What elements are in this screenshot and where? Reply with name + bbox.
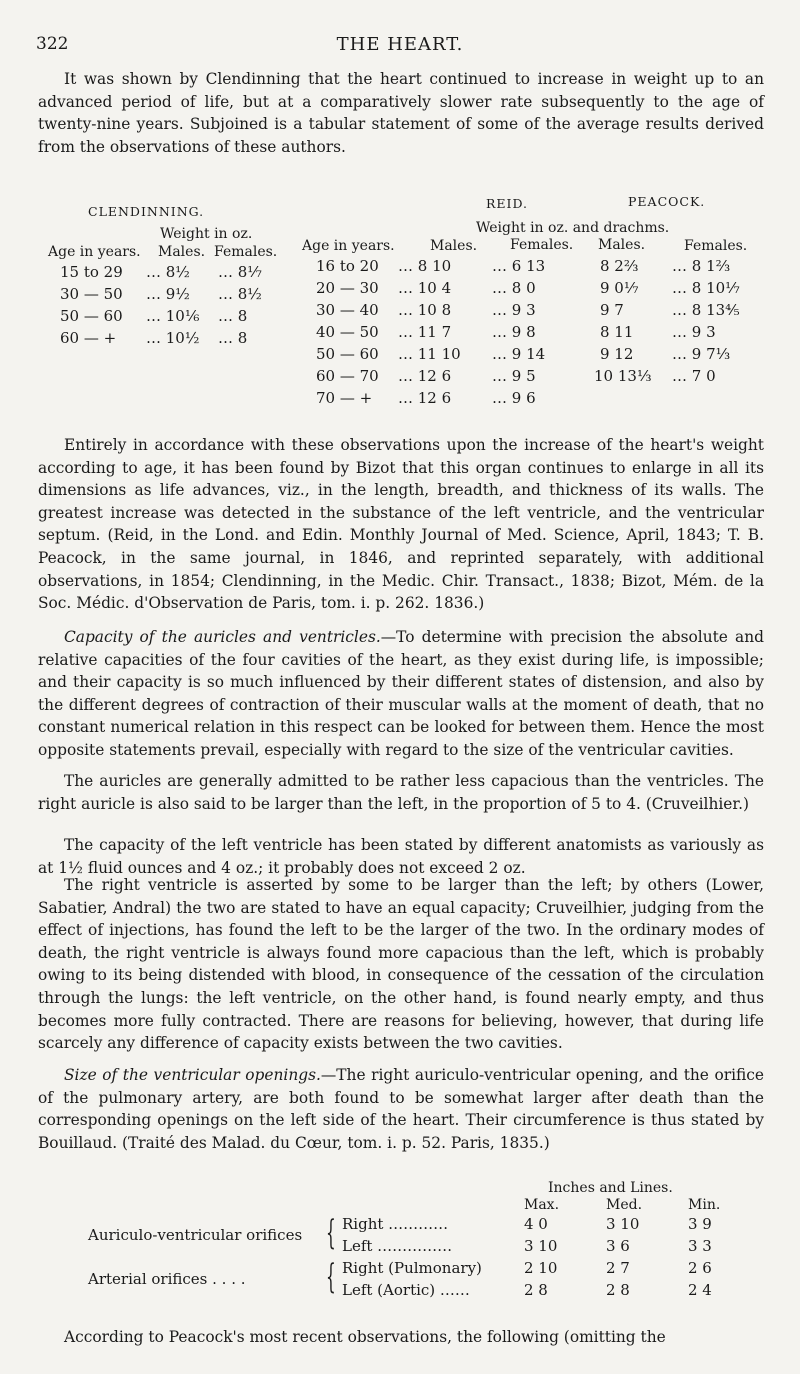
reid-peacock-weight-header: Weight in oz. and drachms. bbox=[476, 220, 670, 236]
paragraph-auricles: The auricles are generally admitted to be rather less capacious than the ventricles. The right auricle is also said to be larger than the left, in the proportion of 5 to 4. (Cruveilhier.) bbox=[38, 772, 764, 813]
clendinning-weight-header: Weight in oz. bbox=[160, 226, 253, 242]
orifices-col-min: Min. bbox=[688, 1197, 721, 1213]
orifices-col-med: Med. bbox=[606, 1197, 643, 1213]
footer-line: According to Peacock's most recent observations, the following (omitting the bbox=[64, 1328, 666, 1346]
capacity-text: —To determine with precision the absolute and relative capacities of the four cavities of the heart, as they exist during life, is impossible; and their capacity is so much influenced by their different states of distension, and also by the different degrees of contraction of their muscular walls at the moment of death, that no constant numerical relation in this respect can be looked for between them. Hence the most opposite statements prevail, especially with regard to the size of the ventricular cavities. bbox=[38, 628, 764, 759]
paragraph-openings bbox=[38, 1064, 764, 1154]
clendinning-rows: 15 to 29 … 8½ … 8⅐ 30 — 50 … 9½ … 8½ 50 — 60 … 10⅙ … 8 60 — + … 10½ … 8 bbox=[60, 263, 262, 347]
peacock-title: PEACOCK. bbox=[628, 194, 706, 209]
page-number: 322 bbox=[36, 34, 69, 54]
paragraph-capacity bbox=[38, 626, 764, 762]
peacock-col-females: Females. bbox=[684, 238, 748, 254]
clendinning-title: CLENDINNING. bbox=[88, 204, 205, 219]
orifices-col-max: Max. bbox=[524, 1197, 560, 1213]
reid-peacock-rows: 16 to 20 … 8 10 … 6 13 8 2⅔ … 8 1⅔ 20 — 30 … 10 4 … 8 0 9 0⅐ … 8 10⅐ 30 — 40 … 10 8 … 9 3 9 7 … 8 13⅘ 40 — 50 … 11 7 … 9 8 8 11 … 9 3 50 — 60 … 11 10 … 9 14 9 12 … 9 7⅓ 60 — 70 … 12 6 … 9 5 10 13⅓ … 7 0 70 — + … 12 6 … 9 6 bbox=[316, 257, 740, 407]
running-header bbox=[36, 34, 764, 58]
brace-icon: { bbox=[326, 1213, 336, 1253]
reid-col-age: Age in years. bbox=[302, 238, 395, 254]
brace-icon: { bbox=[326, 1257, 336, 1297]
clendinning-col-males: Males. bbox=[158, 244, 206, 260]
paragraph-bizot: Entirely in accordance with these observations upon the increase of the heart's weight according to age, it has been found by Bizot that this organ continues to enlarge in all its dimensions as life advances, viz., in the length, breadth, and thickness of its walls. The greatest increase was detected in the substance of the left ventricle, and the ventricular septum. (Reid, in the Lond. and Edin. Monthly Journal of Med. Science, April, 1843; T. B. Peacock, in the same journal, in 1846, and reprinted separately, with additional observations, in 1854; Clendinning, in the Medic. Chir. Transact., 1838; Bizot, Mém. de la Soc. Médic. d'Observation de Paris, tom. i. p. 262. 1836.) bbox=[38, 436, 764, 613]
reid-col-males: Males. bbox=[430, 238, 478, 254]
openings-text: —The right auriculo-ventricular opening, and the orifice of the pulmonary artery, are both found to be somewhat larger after death than the corresponding openings on the left side of the heart. Their circumference is thus stated by Bouillaud. (Traité des Malad. du Cœur, tom. i. p. 52. Paris, 1835.) bbox=[38, 1066, 764, 1152]
openings-heading: Size of the ventricular openings. bbox=[64, 1066, 321, 1084]
clendinning-col-age: Age in years. bbox=[48, 244, 141, 260]
group-label-arterial: Arterial orifices . . . . bbox=[88, 1270, 246, 1288]
reid-col-females: Females. bbox=[510, 237, 574, 253]
paragraph-left-ventricle: The capacity of the left ventricle has been stated by different anatomists as variously as at 1½ fluid ounces and 4 oz.; it probably does not exceed 2 oz. bbox=[38, 836, 764, 877]
reid-title: REID. bbox=[486, 196, 529, 211]
clendinning-col-females: Females. bbox=[214, 244, 278, 260]
capacity-heading: Capacity of the auricles and ventricles. bbox=[64, 628, 381, 646]
orifices-table: Inches and Lines. Max. Med. Min. Auriculo-ventricular orifices { Right ………… 4 0 3 10 3 9 Left …………… 3 10 3 6 3 3 Arterial orifices . . . . { Right (Pulmonary) 2 10 2 7 2 6 Left (Aortic) …… 2 8 2 8 2 4 bbox=[88, 1180, 721, 1299]
running-title: THE HEART. bbox=[336, 34, 464, 55]
paragraph-right-ventricle: The right ventricle is asserted by some to be larger than the left; by others (Lower, Sabatier, Andral) the two are stated to have an equal capacity; Cruveilhier, judging from the effect of injections, has found the left to be the larger of the two. In the ordinary modes of death, the right ventricle is always found more capacious than the left, which is probably owing to its being distended with blood, in consequence of the cessation of the circulation through the lungs: the left ventricle, on the other hand, is found nearly empty, and thus becomes more fully contracted. There are reasons for believing, however, that during life scarcely any difference of capacity exists between the two cavities. bbox=[38, 876, 764, 1053]
peacock-col-males: Males. bbox=[598, 237, 646, 253]
group-label-auriculo-ventricular: Auriculo-ventricular orifices bbox=[88, 1226, 303, 1244]
orifices-header: Inches and Lines. bbox=[548, 1180, 673, 1196]
intro-paragraph: It was shown by Clendinning that the heart continued to increase in weight up to an advanced period of life, but at a comparatively slower rate subsequently to the age of twenty-nine years. Subjoined is a tabular statement of some of the average results derived from the observations of these authors. bbox=[38, 70, 764, 156]
